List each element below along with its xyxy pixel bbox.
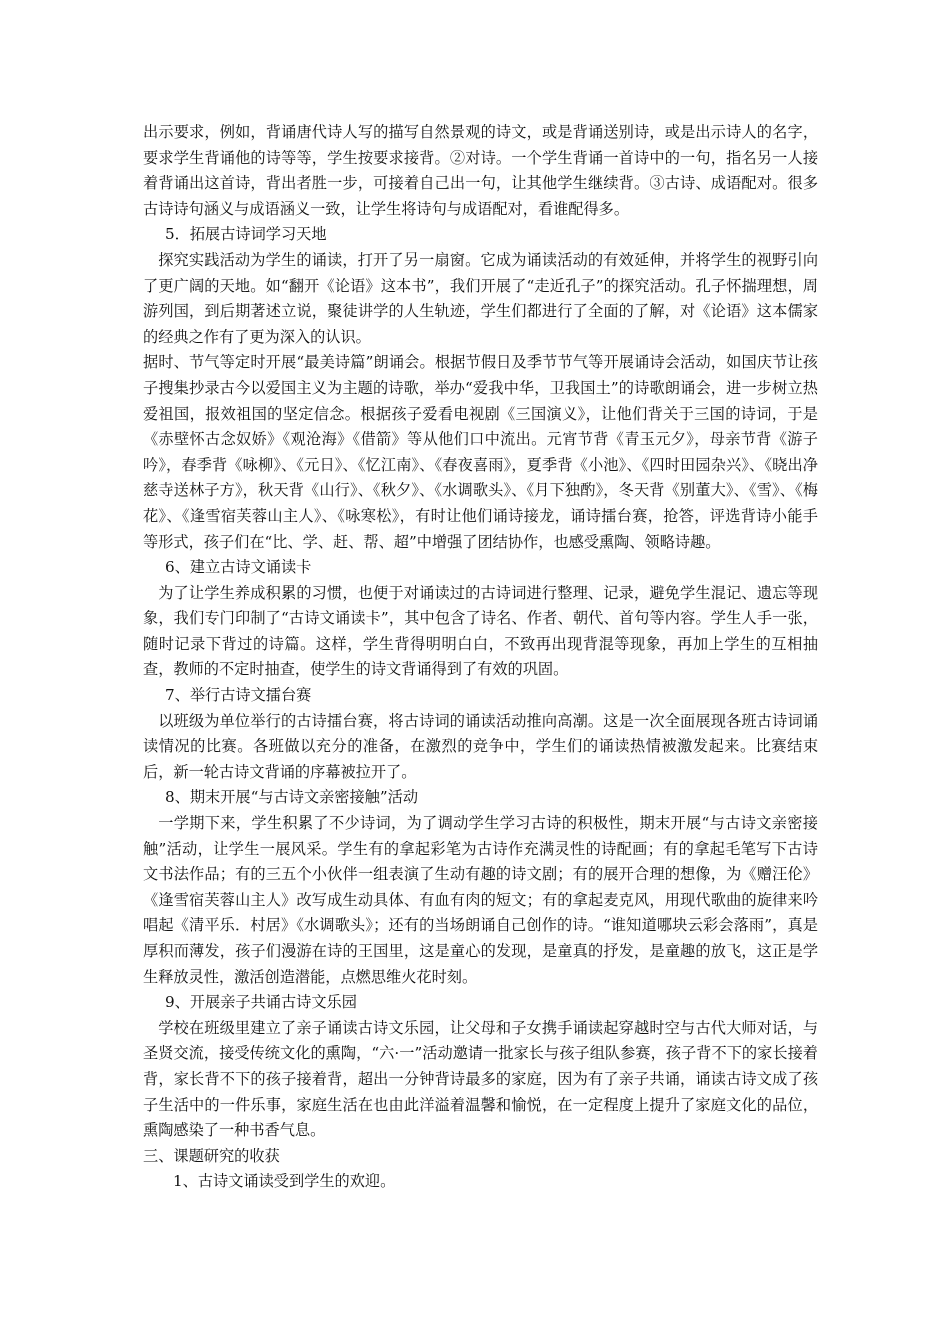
paragraph-recitation-meetings: 据时、节气等定时开展“最美诗篇”朗诵会。根据节假日及季节节气等开展诵诗会活动，如国庆节让孩子搜集抄录古今以爱国主义为主题的诗歌，举办“爱我中华，卫我国土”的诗歌朗诵会，进一步树立热爱祖国，报效祖国的坚定信念。根据孩子爱看电视剧《三国演义》，让他们背关于三国的诗词，于是《赤壁怀古念奴娇》《观沧海》《借箭》等从他们口中流出。元宵节背《青玉元夕》，母亲节背《游子吟》，春季背《咏柳》、《元日》、《忆江南》、《春夜喜雨》，夏季背《小池》、《四时田园杂兴》、《晓出净慈寺送林子方》，秋天背《山行》、《秋夕》、《水调歌头》、《月下独酌》，冬天背《别董大》、《雪》、《梅花》、《逢雪宿芙蓉山主人》、《咏寒松》，有时让他们诵诗接龙，诵诗擂台赛，抢答，评选背诗小能手等形式，孩子们在“比、学、赶、帮、超”中增强了团结协作，也感受熏陶、领略诗趣。 bbox=[143, 353, 818, 551]
heading-outcome-1: 1、古诗文诵读受到学生的欢迎。 bbox=[173, 1172, 396, 1191]
heading-part-3: 三、课题研究的收获 bbox=[143, 1146, 280, 1165]
paragraph-term-end-activity: 一学期下来，学生积累了不少诗词，为了调动学生学习古诗的积极性，期末开展“与古诗文亲密接触”活动，让学生一展风采。学生有的拿起彩笔为古诗作充满灵性的诗配画；有的拿起毛笔写下古诗文书法作品；有的三五个小伙伴一组表演了生动有趣的诗文剧；有的展开合理的想像，为《赠汪伦》《逢雪宿芙蓉山主人》改写成生动具体、有血有肉的短文；有的拿起麦克风，用现代歌曲的旋律来吟唱起《清平乐．村居》《水调歌头》；还有的当场朗诵自己创作的诗。“谁知道哪块云彩会落雨”，真是厚积而薄发，孩子们漫游在诗的王国里，这是童心的发现，是童真的抒发，是童趣的放飞，这正是学生释放灵性，激活创造潜能，点燃思维火花时刻。 bbox=[143, 814, 818, 986]
heading-section-8: 8、期末开展“与古诗文亲密接触”活动 bbox=[165, 788, 419, 807]
heading-section-7: 7、举行古诗文擂台赛 bbox=[165, 686, 312, 705]
heading-section-6: 6、建立古诗文诵读卡 bbox=[165, 558, 312, 577]
heading-section-5: 5．拓展古诗词学习天地 bbox=[165, 225, 327, 244]
paragraph-parent-child: 学校在班级里建立了亲子诵读古诗文乐园，让父母和子女携手诵读起穿越时空与古代大师对话，与圣贤交流，接受传统文化的熏陶，“六·一”活动邀请一批家长与孩子组队参赛，孩子背不下的家长接着背，家长背不下的孩子接着背，超出一分钟背诗最多的家庭，因为有了亲子共诵，诵读古诗文成了孩子生活中的一件乐事，家庭生活在也由此洋溢着温馨和愉悦，在一定程度上提升了家庭文化的品位，熏陶感染了一种书香气息。 bbox=[143, 1018, 818, 1140]
paragraph-explore-practice: 探究实践活动为学生的诵读，打开了另一扇窗。它成为诵读活动的有效延伸，并将学生的视野引向了更广阔的天地。如“翻开《论语》这本书”，我们开展了“走近孔子”的探究活动。孔子怀揣理想，周游列国，到后期著述立说，聚徒讲学的人生轨迹，学生们都进行了全面的了解，对《论语》这本儒家的经典之作有了更为深入的认识。 bbox=[143, 250, 818, 346]
paragraph-poem-activities: 出示要求，例如，背诵唐代诗人写的描写自然景观的诗文，或是背诵送别诗，或是出示诗人的名字，要求学生背诵他的诗等等，学生按要求接背。②对诗。一个学生背诵一首诗中的一句，指名另一人接着背诵出这首诗，背出者胜一步，可接着自己出一句，让其他学生继续背。③古诗、成语配对。很多古诗诗句涵义与成语涵义一致，让学生将诗句与成语配对，看谁配得多。 bbox=[143, 123, 818, 218]
paragraph-recitation-card: 为了让学生养成积累的习惯，也便于对诵读过的古诗词进行整理、记录，避免学生混记、遗忘等现象，我们专门印制了“古诗文诵读卡”，其中包含了诗名、作者、朝代、首句等内容。学生人手一张，随时记录下背过的诗篇。这样，学生背得明明白白，不致再出现背混等现象，再加上学生的互相抽查，教师的不定时抽查，使学生的诗文背诵得到了有效的巩固。 bbox=[143, 583, 818, 679]
heading-section-9: 9、开展亲子共诵古诗文乐园 bbox=[165, 993, 357, 1012]
paragraph-contest: 以班级为单位举行的古诗擂台赛，将古诗词的诵读活动推向高潮。这是一次全面展现各班古诗词诵读情况的比赛。各班做以充分的准备，在激烈的竞争中，学生们的诵读热情被激发起来。比赛结束后，新一轮古诗文背诵的序幕被拉开了。 bbox=[143, 711, 818, 781]
document-page bbox=[143, 120, 818, 1195]
